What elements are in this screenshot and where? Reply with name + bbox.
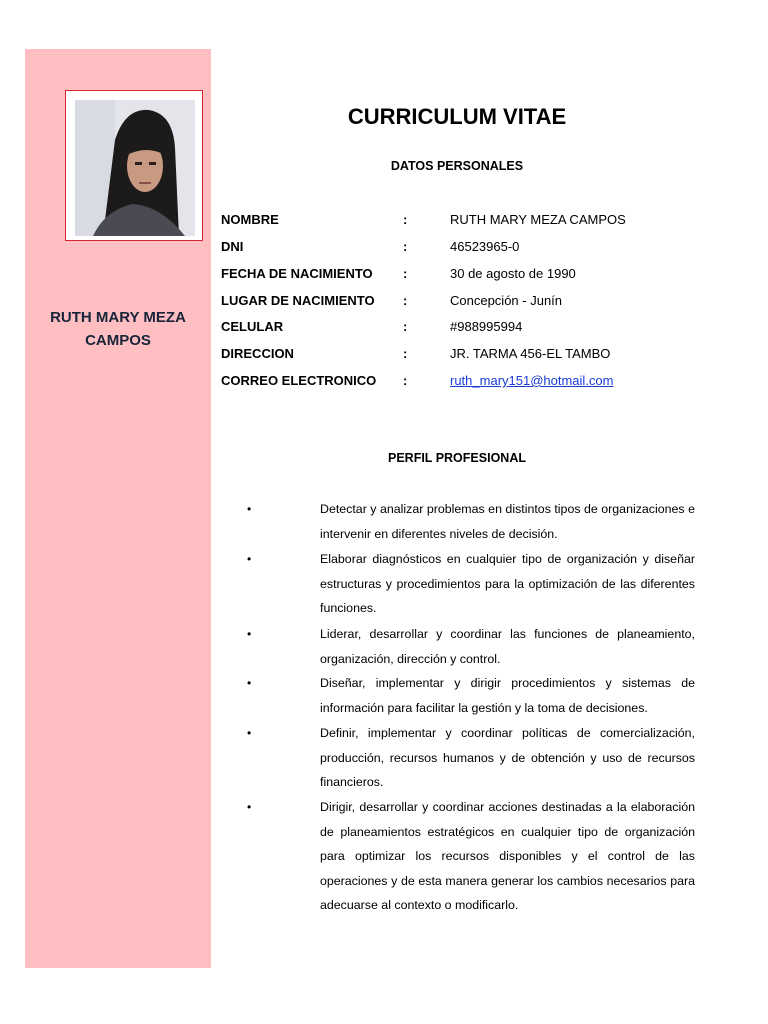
- bullet-dot: •: [247, 627, 252, 641]
- info-value: 46523965-0: [450, 239, 520, 254]
- info-colon: :: [403, 239, 408, 254]
- info-colon: :: [403, 212, 408, 227]
- profile-item-6: Dirigir, desarrollar y coordinar acciones destinadas a la elaboración de planeamientos estratégicos en cualquier tipo de organización para optimizar los recursos disponibles y el control de las operaciones y de esta manera generar los cambios necesarios para adecuarse al contexto o modificarlo.: [320, 800, 695, 912]
- info-value: #988995994: [450, 319, 523, 334]
- section-heading-personal: DATOS PERSONALES: [390, 159, 524, 173]
- info-row-nombre: [221, 207, 701, 233]
- profile-item-1: Detectar y analizar problemas en distintos tipos de organizaciones e intervenir en diferentes niveles de decisión.: [320, 502, 695, 541]
- sidebar-panel: [25, 49, 211, 968]
- info-colon: :: [403, 319, 408, 334]
- portrait-photo-icon: [75, 100, 195, 236]
- info-colon: :: [403, 266, 408, 281]
- bullet-dot: •: [247, 552, 252, 566]
- sidebar-name-line2: CAMPOS: [85, 332, 151, 349]
- info-row-lugar: [221, 288, 701, 314]
- bullet-dot: •: [247, 502, 252, 516]
- info-value: RUTH MARY MEZA CAMPOS: [450, 212, 626, 227]
- info-row-celular: [221, 314, 701, 340]
- sidebar-name-line1: RUTH MARY MEZA: [50, 309, 186, 326]
- bullet-dot: •: [247, 676, 252, 690]
- info-label: CORREO ELECTRONICO: [221, 373, 377, 388]
- profile-item-3: Liderar, desarrollar y coordinar las funciones de planeamiento, organización, dirección y control.: [320, 627, 695, 666]
- info-label: FECHA DE NACIMIENTO: [221, 266, 373, 281]
- section-heading-profile: PERFIL PROFESIONAL: [388, 451, 526, 465]
- info-label: DNI: [221, 239, 244, 254]
- info-colon: :: [403, 373, 408, 388]
- profile-item-5: Definir, implementar y coordinar políticas de comercialización, producción, recursos humanos y de obtención y uso de recursos financieros.: [320, 726, 695, 789]
- profile-item-4: Diseñar, implementar y dirigir procedimientos y sistemas de información para facilitar la gestión y la toma de decisiones.: [320, 676, 695, 715]
- bullet-dot: •: [247, 726, 252, 740]
- info-label: DIRECCION: [221, 346, 294, 361]
- info-row-direccion: [221, 341, 701, 367]
- photo-frame: [65, 90, 203, 241]
- info-value: JR. TARMA 456-EL TAMBO: [450, 346, 611, 361]
- info-colon: :: [403, 293, 408, 308]
- info-value: 30 de agosto de 1990: [450, 266, 576, 281]
- info-label: NOMBRE: [221, 212, 279, 227]
- info-label: CELULAR: [221, 319, 284, 334]
- info-row-correo: [221, 368, 701, 394]
- info-colon: :: [403, 346, 408, 361]
- info-row-dni: [221, 234, 701, 260]
- sidebar-name: [25, 306, 211, 352]
- email-link[interactable]: ruth_mary151@hotmail.com: [450, 373, 614, 388]
- bullet-dot: •: [247, 800, 252, 814]
- info-value: Concepción - Junín: [450, 293, 563, 308]
- info-label: LUGAR DE NACIMIENTO: [221, 293, 375, 308]
- profile-item-2: Elaborar diagnósticos en cualquier tipo de organización y diseñar estructuras y procedimientos para la optimización de las diferentes funciones.: [320, 552, 695, 615]
- page-title: CURRICULUM VITAE: [347, 104, 567, 129]
- info-row-fecha: [221, 261, 701, 287]
